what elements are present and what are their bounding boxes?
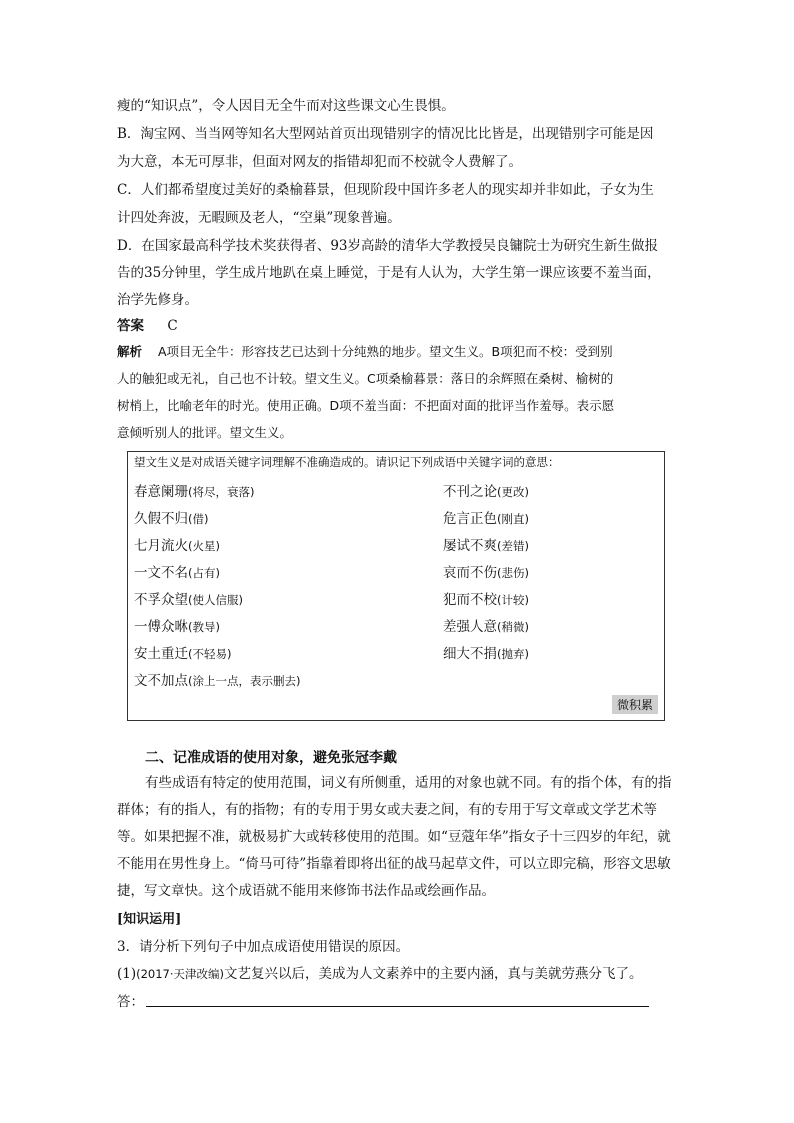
section-heading: 二、记准成语的使用对象，避免张冠李戴 xyxy=(145,750,397,766)
sub-question-1 xyxy=(117,964,673,984)
idiom-right-7: 细大不捐(抛弃) xyxy=(443,646,529,662)
option-d-line-1: D．在国家最高科学技术奖获得者、93岁高龄的清华大学教授吴良镛院士为研究生新生做报 xyxy=(117,238,659,254)
micro-accumulation-box xyxy=(127,451,665,721)
idiom-right-1: 不刊之论(更改) xyxy=(443,484,529,500)
answer-value: C xyxy=(167,318,178,334)
idiom-right-2: 危言正色(刚直) xyxy=(443,511,529,527)
analysis-label: 解析 xyxy=(117,344,143,359)
section-body: 有些成语有特定的使用范围，词义有所侧重，适用的对象也就不同。有的指个体，有的指群体；有的指人，有的指物；有的专用于男女或夫妻之间，有的专用于写文章或文学艺术等等。如果把握不准，就极易扩大或转移使用的范围。如“豆蔻年华”指女子十三四岁的年纪，就不能用在男性身上。“倚马可待”指靠着即将出征的战马起草文件，可以立即完稿，形容文思敏捷，写文章快。这个成语就不能用来修饰书法作品或绘画作品。 xyxy=(117,775,672,899)
sub-question-source: (2017·天津改编) xyxy=(136,967,225,981)
idiom-left-7: 安土重迁(不轻易) xyxy=(134,646,232,662)
idiom-left-2: 久假不归(借) xyxy=(134,511,209,527)
idiom-right-3: 屡试不爽(差错) xyxy=(443,538,529,554)
option-b-line-1: B．淘宝网、当当网等知名大型网站首页出现错别字的情况比比皆是，出现错别字可能是因 xyxy=(117,126,654,142)
idiom-right-5: 犯而不校(计较) xyxy=(443,592,529,608)
analysis-line-4: 意倾听别人的批评。望文生义。 xyxy=(117,425,293,440)
knowledge-label: [知识运用] xyxy=(117,912,182,927)
answer-label: 答案 xyxy=(117,318,144,334)
analysis-line-1 xyxy=(117,342,673,362)
sub-question-prefix: (1) xyxy=(117,966,137,982)
question-text: 3．请分析下列句子中加点成语使用错误的原因。 xyxy=(117,939,410,955)
idiom-left-1: 春意阑珊(将尽，衰落) xyxy=(134,484,255,500)
answer-prompt: 答： xyxy=(117,994,144,1010)
analysis-line-3: 树梢上，比喻老年的时光。使用正确。D项不羞当面：不把面对面的批评当作羞辱。表示愿 xyxy=(117,398,615,413)
answer-row xyxy=(117,316,673,336)
micro-accumulation-badge: 微积累 xyxy=(612,695,658,714)
idiom-left-5: 不孚众望(使人信服) xyxy=(134,592,243,608)
idiom-right-6: 差强人意(稍微) xyxy=(443,619,529,635)
idiom-left-3: 七月流火(火星) xyxy=(134,538,220,554)
option-c-line-1: C．人们都希望度过美好的桑榆暮景，但现阶段中国许多老人的现实却并非如此，子女为生 xyxy=(117,182,654,198)
option-c-line-2: 计四处奔波，无暇顾及老人，“空巢”现象普遍。 xyxy=(117,210,401,226)
analysis-line-2: 人的触犯或无礼，自己也不计较。望文生义。C项桑榆暮景：落日的余辉照在桑树、榆树的 xyxy=(117,371,614,386)
continued-line: 瘦的“知识点”，令人因目无全牛而对这些课文心生畏惧。 xyxy=(117,98,455,114)
option-d-line-2: 告的35分钟里，学生成片地趴在桌上睡觉，于是有人认为，大学生第一课应该要不羞当面， xyxy=(117,265,661,281)
option-b-line-2: 为大意，本无可厚非，但面对网友的指错却犯而不校就令人费解了。 xyxy=(117,154,522,170)
idiom-right-4: 哀而不伤(悲伤) xyxy=(443,565,529,581)
sub-question-text: 文艺复兴以后，美成为人文素养中的主要内涵，真与美就劳燕分飞了。 xyxy=(224,966,643,982)
box-title: 望文生义是对成语关键字词理解不准确造成的。请识记下列成语中关键字词的意思： xyxy=(134,455,560,469)
idiom-left-8: 文不加点(涂上一点，表示删去) xyxy=(134,673,301,689)
option-d-line-3: 治学先修身。 xyxy=(117,292,198,308)
analysis-text-1: A项目无全牛：形容技艺已达到十分纯熟的地步。望文生义。B项犯而不校：受到别 xyxy=(157,344,613,359)
idiom-left-4: 一文不名(占有) xyxy=(134,565,220,581)
idiom-left-6: 一傅众咻(教导) xyxy=(134,619,220,635)
answer-blank-line[interactable] xyxy=(146,1005,649,1007)
